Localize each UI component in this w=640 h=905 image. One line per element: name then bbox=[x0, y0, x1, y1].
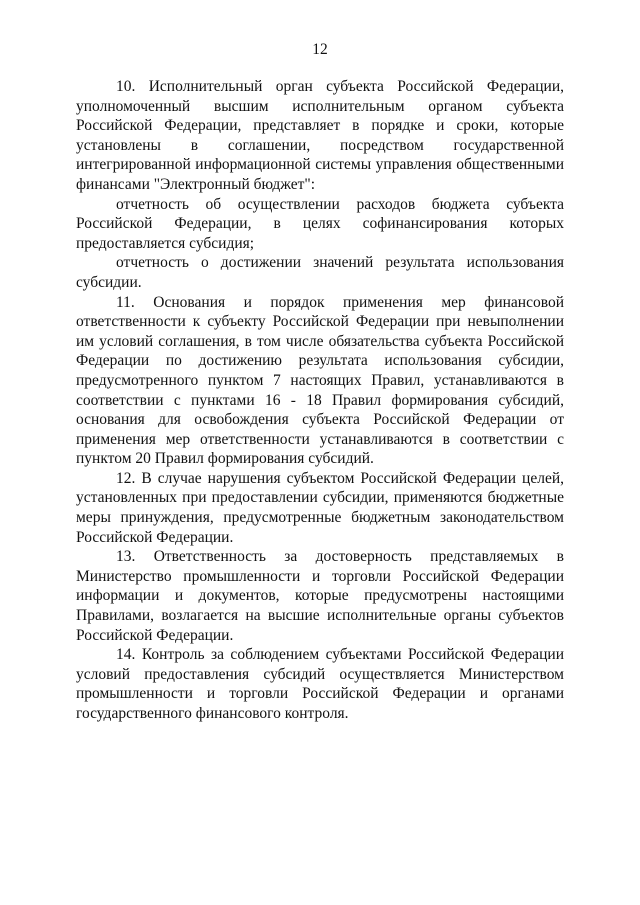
paragraph-12: 12. В случае нарушения субъектом Российской Федерации целей, установленных при предоставлении субсидии, применяются бюджетные меры принуждения, предусмотренные бюджетным законодательством Российской Федерации. bbox=[76, 469, 564, 546]
paragraph-14: 14. Контроль за соблюдением субъектами Российской Федерации условий предоставления субсидий осуществляется Министерством промышленности и торговли Российской Федерации и органами государственного финансового контроля. bbox=[76, 646, 564, 722]
paragraph-13: 13. Ответственность за достоверность представляемых в Министерство промышленности и торговли Российской Федерации информации и документов, которые предусмотрены настоящими Правилами, возлагается на высшие исполнительные органы субъектов Российской Федерации. bbox=[76, 548, 564, 644]
paragraph-10-result-report: отчетность о достижении значений результата использования субсидии. bbox=[76, 254, 564, 291]
paragraph-10-intro: 10. Исполнительный орган субъекта Российской Федерации, уполномоченный высшим исполнительным органом субъекта Российской Федерации, представляет в порядке и сроки, которые установлены в соглашении, посредством государственной интегрированной информационной системы управления общественными финансами "Электронный бюджет": bbox=[76, 78, 564, 193]
paragraph-11: 11. Основания и порядок применения мер финансовой ответственности к субъекту Российской Федерации при невыполнении им условий соглашения, в том числе обязательства субъекта Российской Федерации по достижению результата использования субсидии, предусмотренного пунктом 7 настоящих Правил, устанавливаются в соответствии с пунктами 16 - 18 Правил формирования субсидий, основания для освобождения субъекта Российской Федерации от применения мер ответственности устанавливаются в соответствии с пунктом 20 Правил формирования субсидий. bbox=[76, 293, 564, 468]
document-body bbox=[76, 77, 564, 724]
page-number: 12 bbox=[312, 41, 328, 58]
paragraph-10-expense-report: отчетность об осуществлении расходов бюджета субъекта Российской Федерации, в целях софинансирования которых предоставляется субсидия; bbox=[76, 195, 564, 252]
